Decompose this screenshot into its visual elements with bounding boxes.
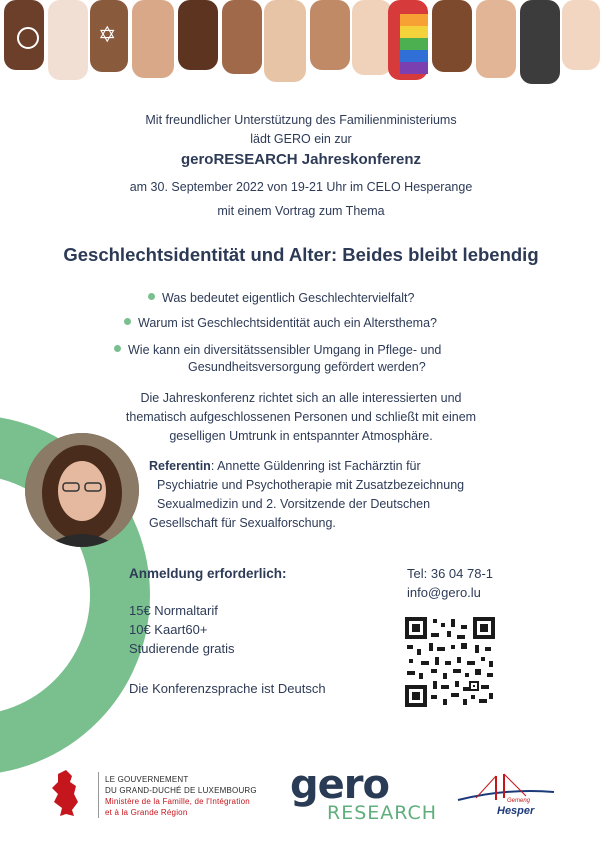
question-item: Wie kann ein diversitätssensibler Umgang in Pflege- und <box>114 342 441 359</box>
speaker-photo <box>25 433 139 547</box>
research-logo: RESEARCH <box>327 802 438 824</box>
intro-line-2: lädt GERO ein zur <box>250 132 352 146</box>
question-item: Warum ist Geschlechtsidentität auch ein Altersthema? <box>124 315 437 332</box>
gero-logo: gero <box>290 762 389 808</box>
vortrag-line: mit einem Vortrag zum Thema <box>217 204 385 218</box>
question-item-continuation: Gesundheitsversorgung gefördert werden? <box>188 360 426 374</box>
bullet-dot-icon <box>148 293 155 300</box>
topic-heading: Geschlechtsidentität und Alter: Beides bleibt lebendig <box>63 244 539 265</box>
conference-title: geroRESEARCH Jahreskonferenz <box>180 151 422 168</box>
svg-text:✡: ✡ <box>98 23 117 48</box>
qr-code[interactable] <box>405 617 495 707</box>
hesper-logo-text: Hesper <box>497 805 535 817</box>
date-line: am 30. September 2022 von 19-21 Uhr im CELO Hesperange <box>129 180 473 194</box>
referent-text: Referentin: Annette Güldenring ist Fachärztin für Psychiatrie und Psychotherapie mit Zusatzbezeichnung Sexualmedizin und 2. Vorsitzende der Deutschen Gesellschaft für Sexualforschung. <box>149 459 465 530</box>
intro-line-1: Mit freundlicher Unterstützung des Familienministeriums <box>145 113 457 127</box>
bullet-dot-icon <box>124 318 131 325</box>
contact-phone[interactable]: Tel: 36 04 78-1 <box>407 566 494 581</box>
language-note: Die Konferenzsprache ist Deutsch <box>129 681 326 696</box>
price-item: 10€ Kaart60+ <box>129 622 208 637</box>
description-paragraph: Die Jahreskonferenz richtet sich an alle interessierten und thematisch aufgeschlossenen Personen und schließt mit einem geselligen Umtrunk in entspannter Atmosphäre. <box>125 391 477 443</box>
price-item: 15€ Normaltarif <box>129 603 218 618</box>
bullet-dot-icon <box>114 345 121 352</box>
hesper-bridge-icon <box>456 770 556 810</box>
lux-government-text: LE GOUVERNEMENT DU GRAND-DUCHÉ DE LUXEMBOURG Ministère de la Famille, de l'Intégration et à la Grande Région <box>105 775 257 817</box>
price-item: Studierende gratis <box>129 641 235 656</box>
hands-banner-image <box>0 0 602 95</box>
footer-divider <box>98 772 99 818</box>
contact-email[interactable]: info@gero.lu <box>407 585 481 600</box>
hesper-small-label: Gemeng <box>507 798 531 804</box>
lion-crest-icon <box>48 768 84 818</box>
question-item: Was bedeutet eigentlich Geschlechtervielfalt? <box>148 290 414 307</box>
registration-heading: Anmeldung erforderlich: <box>129 566 287 581</box>
